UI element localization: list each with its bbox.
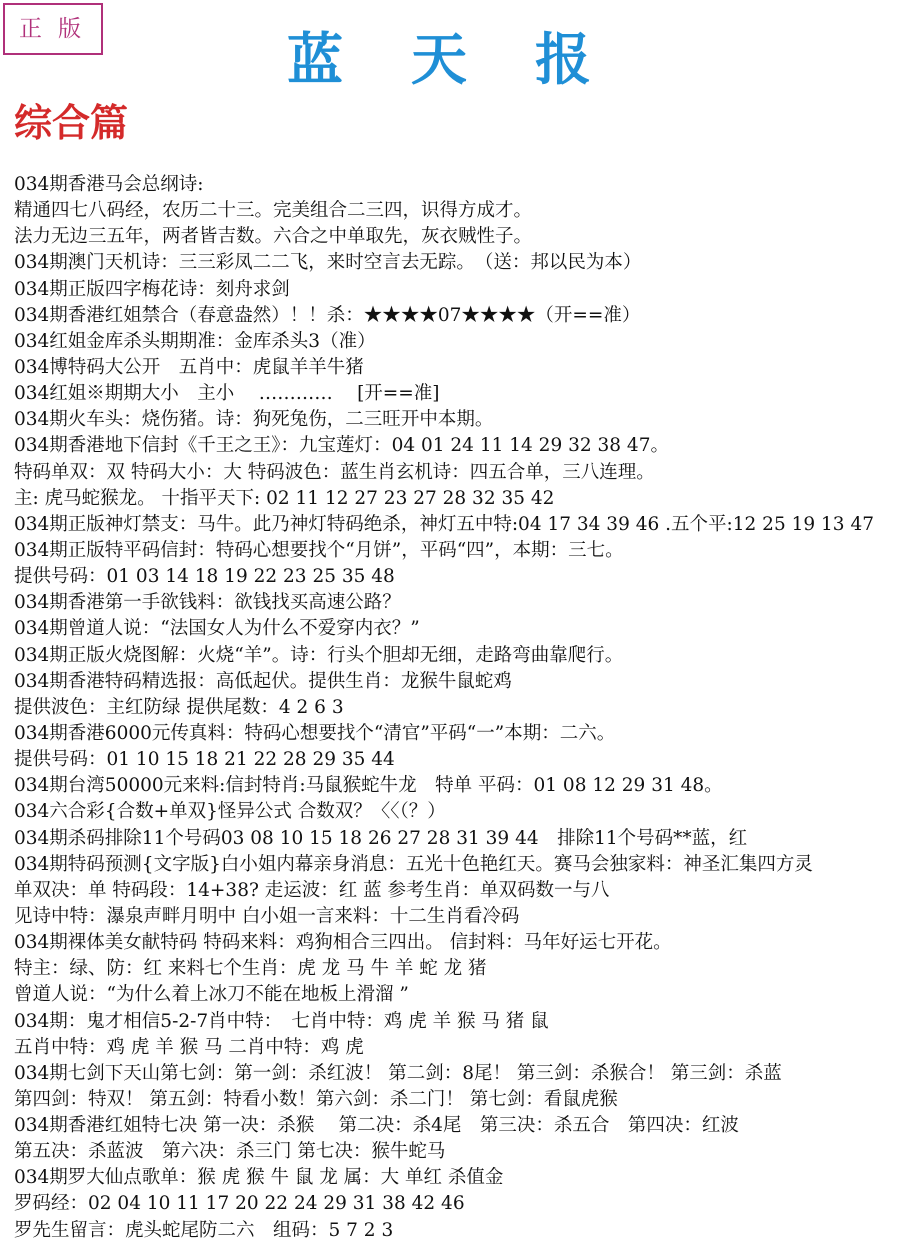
text-line: 法力无边三五年，两者皆吉数。六合之中单取先，灰衣贼性子。 xyxy=(14,226,533,248)
text-line: 034期火车头：烧伤猪。诗：狗死兔伤，二三旺开中本期。 xyxy=(14,409,494,431)
text-line: 见诗中特：瀑泉声畔月明中 白小姐一言来料：十二生肖看冷码 xyxy=(14,905,520,927)
text-line: 034期正版四字梅花诗：刻舟求剑 xyxy=(14,278,290,300)
text-line: 034期香港第一手欲钱料：欲钱找买高速公路？ xyxy=(14,592,401,614)
text-line: 034期香港红姐禁合（春意盎然）！！杀：★★★★07★★★★（开==准） xyxy=(14,304,641,326)
text-line: 特主：绿、防：红 来料七个生肖：虎 龙 马 牛 羊 蛇 龙 猪 xyxy=(14,958,487,980)
text-line: 034期香港地下信封《千王之王》：九宝莲灯：04 01 24 11 14 29 32 38 47。 xyxy=(14,435,669,457)
text-line: 034期特码预测{文字版}白小姐内幕亲身消息：五光十色艳红天。赛马会独家料：神圣汇集四方灵 xyxy=(14,853,813,875)
text-line: 034红姐金库杀头期期准：金库杀头3（准） xyxy=(14,330,376,352)
text-line: 特码单双：双 特码大小：大 特码波色：蓝生肖玄机诗：四五合单，三八连理。 xyxy=(14,461,655,483)
text-line: 034期香港马会总纲诗: xyxy=(14,174,204,195)
text-line: 提供号码：01 03 14 18 19 22 23 25 35 48 xyxy=(14,566,395,588)
page-title: 蓝天报 xyxy=(287,27,659,93)
text-line: 034期正版神灯禁支：马牛。此乃神灯特码绝杀，神灯五中特:04 17 34 39 46 .五个平:12 25 19 13 47 xyxy=(14,513,874,535)
text-line: 034期曾道人说：“法国女人为什么不爱穿内衣？” xyxy=(14,618,420,640)
content-lines xyxy=(14,172,898,1244)
text-line: 034期正版火烧图解：火烧“羊”。诗：行头个胆却无细，走路弯曲靠爬行。 xyxy=(14,644,624,666)
text-line: 主: 虎马蛇猴龙。 十指平天下: 02 11 12 27 23 27 28 32 35 42 xyxy=(14,487,555,509)
text-line: 034期：鬼才相信5-2-7肖中特： 七肖中特：鸡 虎 羊 猴 马 猪 鼠 xyxy=(14,1010,549,1032)
text-line: 034期台湾50000元来料:信封特肖:马鼠猴蛇牛龙 特单 平码：01 08 12 29 31 48。 xyxy=(14,775,723,797)
text-line: 034红姐※期期大小 主小 ………… [开==准] xyxy=(14,383,440,405)
text-line: 提供号码：01 10 15 18 21 22 28 29 35 44 xyxy=(14,749,395,771)
text-line: 034期香港6000元传真料：特码心想要找个“清官”平码“一”本期：二六。 xyxy=(14,722,616,744)
text-line: 034期香港特码精选报：高低起伏。提供生肖：龙猴牛鼠蛇鸡 xyxy=(14,670,512,692)
text-line: 034期正版特平码信封：特码心想要找个“月饼”，平码“四”，本期：三七。 xyxy=(14,539,624,561)
text-line: 单双决：单 特码段：14+38? 走运波：红 蓝 参考生肖：单双码数一与八 xyxy=(14,879,610,901)
text-line: 034期裸体美女献特码 特码来料：鸡狗相合三四出。 信封料：马年好运七开花。 xyxy=(14,932,672,954)
edition-badge: 正版 xyxy=(3,3,103,55)
text-line: 034期罗大仙点歌单：猴 虎 猴 牛 鼠 龙 属：大 单红 杀值金 xyxy=(14,1167,504,1189)
text-line: 034期杀码排除11个号码03 08 10 15 18 26 27 28 31 39 44 排除11个号码**蓝，红 xyxy=(14,827,748,849)
text-line: 罗先生留言：虎头蛇尾防二六 组码：5 7 2 3 xyxy=(14,1219,394,1241)
text-line: 罗码经：02 04 10 11 17 20 22 24 29 31 38 42 46 xyxy=(14,1193,465,1215)
text-line: 034六合彩{合数+单双}怪异公式 合数双？〈〈（？） xyxy=(14,801,446,823)
text-line: 第五决：杀蓝波 第六决：杀三门 第七决：猴牛蛇马 xyxy=(14,1141,446,1163)
section-heading: 综合篇 xyxy=(14,100,129,145)
text-line: 精通四七八码经，农历二十三。完美组合二三四，识得方成才。 xyxy=(14,200,533,222)
text-line: 五肖中特：鸡 虎 羊 猴 马 二肖中特：鸡 虎 xyxy=(14,1036,364,1058)
text-line: 曾道人说：“为什么着上冰刀不能在地板上滑溜 ” xyxy=(14,984,409,1006)
text-line: 034期澳门天机诗：三三彩凤二二飞，来时空言去无踪。 （送：邦以民为本） xyxy=(14,252,642,274)
text-line: 提供波色：主红防绿 提供尾数：4 2 6 3 xyxy=(14,696,344,718)
text-line: 034博特码大公开 五肖中：虎鼠羊羊牛猪 xyxy=(14,356,364,378)
text-line: 第四剑：特双！ 第五剑：特看小数！第六剑：杀二门！ 第七剑：看鼠虎猴 xyxy=(14,1088,618,1110)
text-line: 034期七剑下天山第七剑：第一剑：杀红波！ 第二剑：8尾！ 第三剑：杀猴合！ 第三剑：杀蓝 xyxy=(14,1062,782,1084)
text-line: 034期香港红姐特七决 第一决：杀猴 第二决：杀4尾 第三决：杀五合 第四决：红波 xyxy=(14,1115,739,1137)
